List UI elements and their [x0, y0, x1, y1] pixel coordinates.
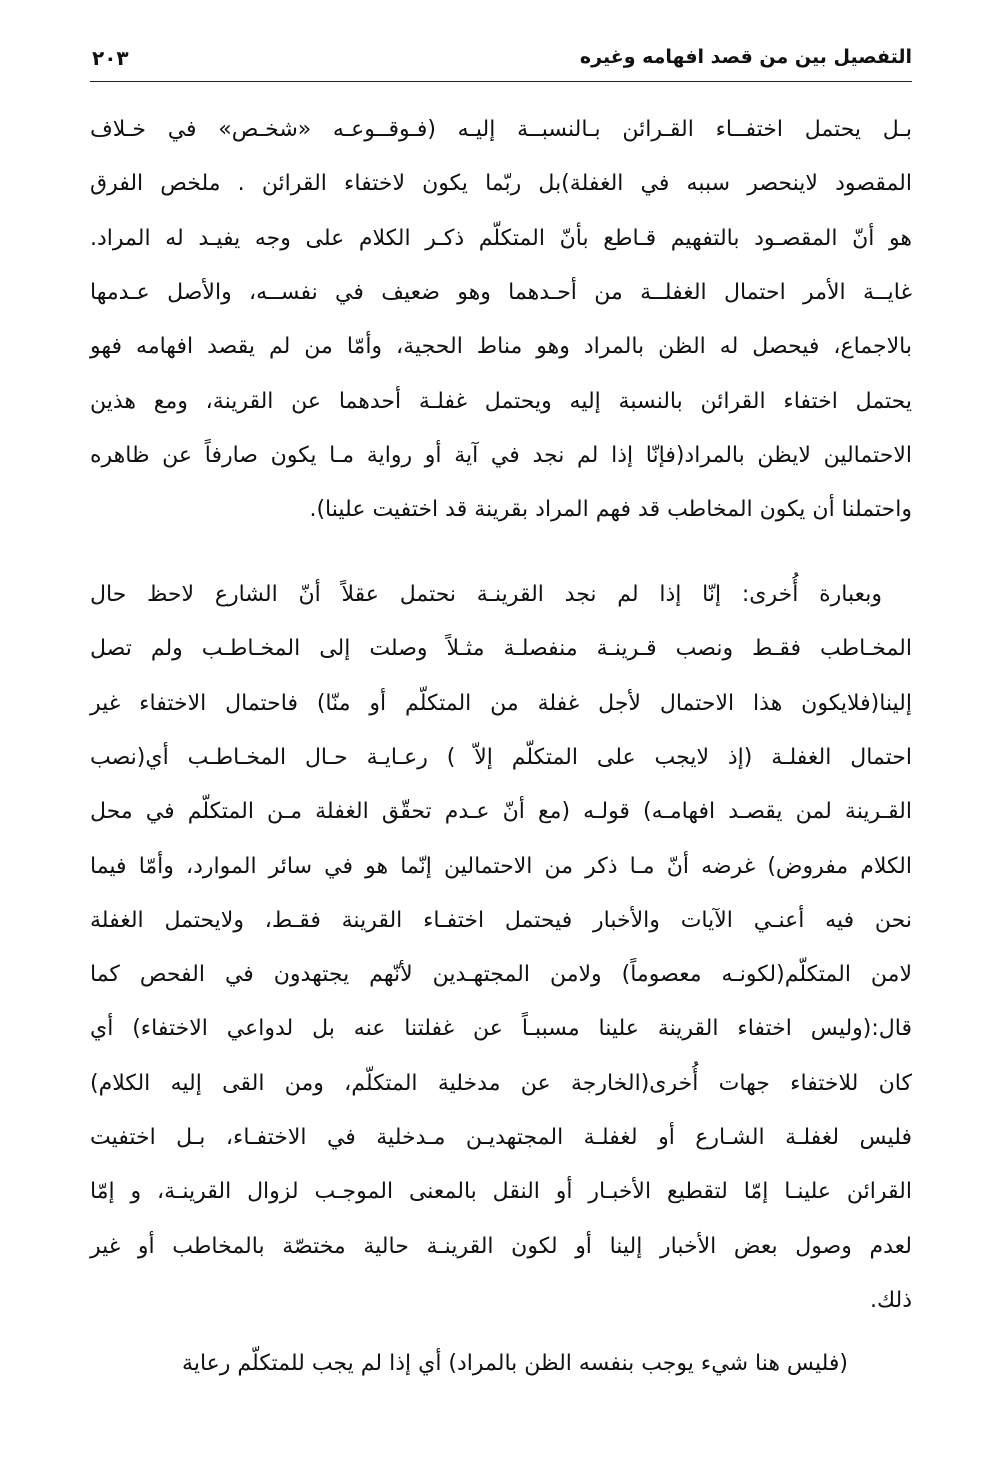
- text-line: لامن المتكلّم(لكونـه معصوماً) ولامن المجتهـدين لأنّهم يجتهدون في الفحص كما: [90, 962, 912, 988]
- text-line: كان للاختفاء جهات أُخرى(الخارجة عن مدخلية المتكلّم، ومن القى إليه الكلام): [90, 1070, 912, 1096]
- header-title: التفصيل بين من قصد افهامه وغيره: [579, 46, 912, 68]
- text-line: يحتمل اختفاء القرائن بالنسبة إليه ويحتمل غفلـة أحدهما عن القرينة، ومع هذين: [90, 388, 912, 414]
- text-line: القـرينة لمن يقصـد افهامـه) قولـه (مع أنّ عـدم تحقّق الغفلة مـن المتكلّم في محل: [90, 799, 912, 825]
- text-line: (فليس هنا شيء يوجب بنفسه الظن بالمراد) أي إذا لم يجب للمتكلّم رعاية: [182, 1351, 848, 1376]
- text-line: قال:(وليس اختفاء القرينة علينا مسببـاً عن غفلتنا عنه بل لدواعي الاختفاء) أي: [90, 1016, 912, 1042]
- text-line: نحن فيه أعنـي الآيات والأخبار فيحتمل اختفـاء القرينة فقـط، ولايحتمل الغفلة: [90, 907, 912, 933]
- page-number: ٢٠٣: [92, 46, 129, 70]
- text-line: المقصود لاينحصر سببه في الغفلة)بل ربّما يكون لاختفاء القرائن . ملخص الفرق: [90, 171, 912, 197]
- text-line: القرائن علينـا إمّا لتقطيع الأخبـار أو النقل بالمعنى الموجـب لزوال القرينـة، و إمّا: [90, 1179, 912, 1205]
- header-rule: [90, 81, 912, 82]
- text-line: بـل يحتمل اختفــاء القـرائن بـالنسبــة إليـه (فـوقــوعـه «شخـص» في خـلاف: [90, 117, 912, 142]
- text-line: واحتملنا أن يكون المخاطب قد فهم المراد بقرينة قد اختفيت علينا).: [309, 497, 912, 523]
- text-line: لعدم وصول بعض الأخبار إلينا أو لكون القرينـة حالية مختصّة بالمخاطب أو غير: [90, 1233, 912, 1259]
- text-line: بالاجماع، فيحصل له الظن بالمراد وهو مناط الحجية، وأمّا من لم يقصد افهامه فهو: [90, 334, 912, 360]
- text-line: الاحتمالين لايظن بالمراد(فإنّا إذا لم نجد في آية أو رواية مـا يكون صارفاً عن ظاهره: [90, 442, 912, 468]
- text-line: هو أنّ المقصـود بالتفهيم قـاطع بأنّ المتكلّم ذكـر الكلام على وجه يفيـد له المراد.: [90, 225, 912, 251]
- text-line: إلينا(فلايكون هذا الاحتمال لأجل غفلة من المتكلّم أو منّا) فاحتمال الاختفاء غير: [90, 690, 912, 716]
- text-line: الكلام مفروض) غرضه أنّ مـا ذكر من الاحتمالين إنّما هو في سائر الموارد، وأمّا فيما: [90, 853, 912, 879]
- text-line: ذلك.: [869, 1287, 912, 1313]
- text-line: غايــة الأمر احتمال الغفلــة من أحـدهما وهو ضعيف في نفســه، والأصل عـدمها: [90, 279, 912, 305]
- text-line: فليس لغفلـة الشـارع أو لغفلـة المجتهديـن مـدخلية في الاختفـاء، بـل اختفيت: [90, 1125, 912, 1150]
- text-line: المخـاطب فقـط ونصب قـرينـة منفصلـة مثـلاً وصلت إلى المخـاطـب ولم تصل: [90, 636, 912, 662]
- text-line: وبعبارة أُخرى: إنّا إذا لم نجد القرينـة نحتمل عقلاً أنّ الشارع لاحظ حال: [90, 582, 882, 607]
- text-line: احتمال الغفلـة (إذ لايجب على المتكلّم إلاّ ) رعـايـة حـال المخـاطـب أي(نصب: [90, 744, 912, 770]
